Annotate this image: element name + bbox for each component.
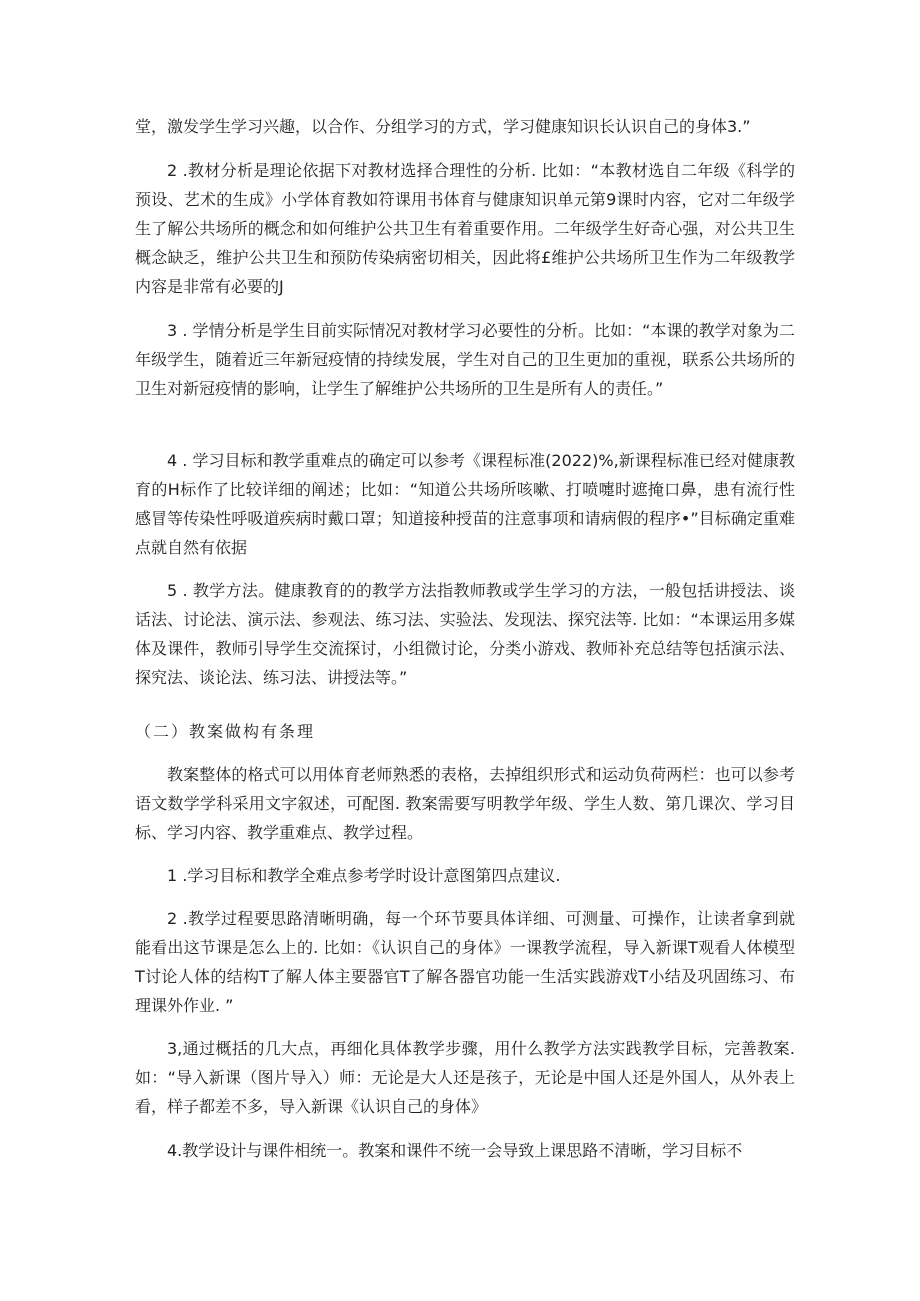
- paragraph-item-4: 4.教学设计与课件相统一。教案和课件不统一会导致上课思路不清晰，学习目标不: [167, 1141, 743, 1160]
- section-heading-lesson-plan: （二）教案做构有条理: [135, 722, 316, 741]
- paragraph-item-2: 2 .教学过程要思路清晰明确，每一个环节要具体详细、可测量、可操作，让读者拿到就能看出这节课是怎么上的. 比如：《认识自己的身体》一课教学流程，导入新课T观看人体模型T讨论人体的结构T了解人体主要器官T了解各器官功能一生活实践游戏T小结及巩固练习、布理课外作业. ”: [135, 909, 795, 1015]
- paragraph-continuation: 堂，激发学生学习兴趣，以合作、分组学习的方式，学习健康知识长认识自己的身体3.”: [135, 117, 751, 136]
- paragraph-item-3: 3,通过概括的几大点，再细化具体教学步骤，用什么教学方法实践教学目标，完善教案. 如：“导入新课（图片导入）师：无论是大人还是孩子，无论是中国人还是外国人，从外表上看，样子都差不多，导入新课《认识自己的身体》: [135, 1039, 795, 1116]
- paragraph-lesson-plan-format: 教案整体的格式可以用体育老师熟悉的表格，去掉组织形式和运动负荷两栏：也可以参考语文数学学科采用文字叙述，可配图. 教案需要写明教学年级、学生人数、第几课次、学习目标、学习内容、教学重难点、教学过程。: [135, 765, 795, 842]
- paragraph-material-analysis: 2 .教材分析是理论依据下对教材选择合理性的分析. 比如：“本教材选自二年级《科学的预设、艺术的生成》小学体育教如符课用书体育与健康知识单元第9课时内容，它对二年级学生了解公共场所的概念和如何维护公共卫生有着重要作用。二年级学生好奇心强，对公共卫生概念缺乏，维护公共卫生和预防传染病密切相关，因此将£维护公共场所卫生作为二年级教学内容是非常有必要的J: [135, 161, 795, 296]
- paragraph-learner-analysis: 3 . 学情分析是学生目前实际情况对教材学习必要性的分析。比如：“本课的教学对象为二年级学生，随着近三年新冠疫情的持续发展，学生对自己的卫生更加的重视，联系公共场所的卫生对新冠疫情的影响，让学生了解维护公共场所的卫生是所有人的责任。”: [135, 321, 795, 398]
- paragraph-learning-goals: 4 . 学习目标和教学重难点的确定可以参考《课程标准(2022)%,新课程标准已经对健康教育的H标作了比较详细的阐述；比如：“知道公共场所咳嗽、打喷嚏时遮掩口鼻，患有流行性感冒等传染性呼吸道疾病时戴口罩；知道接种授苗的注意事项和请病假的程序•”目标确定重难点就自然有依据: [135, 451, 795, 557]
- paragraph-teaching-methods: 5 . 教学方法。健康教育的的教学方法指教师教或学生学习的方法，一般包括讲授法、谈话法、讨论法、演示法、参观法、练习法、实验法、发现法、探究法等. 比如：“本课运用多媒体及课件，教师引导学生交流探讨，小组微讨论，分类小游戏、教师补充总结等包括演示法、探究法、谈论法、练习法、讲授法等。”: [135, 581, 795, 687]
- paragraph-item-1: 1 .学习目标和教学全难点参考学时设计意图第四点建议.: [167, 866, 561, 885]
